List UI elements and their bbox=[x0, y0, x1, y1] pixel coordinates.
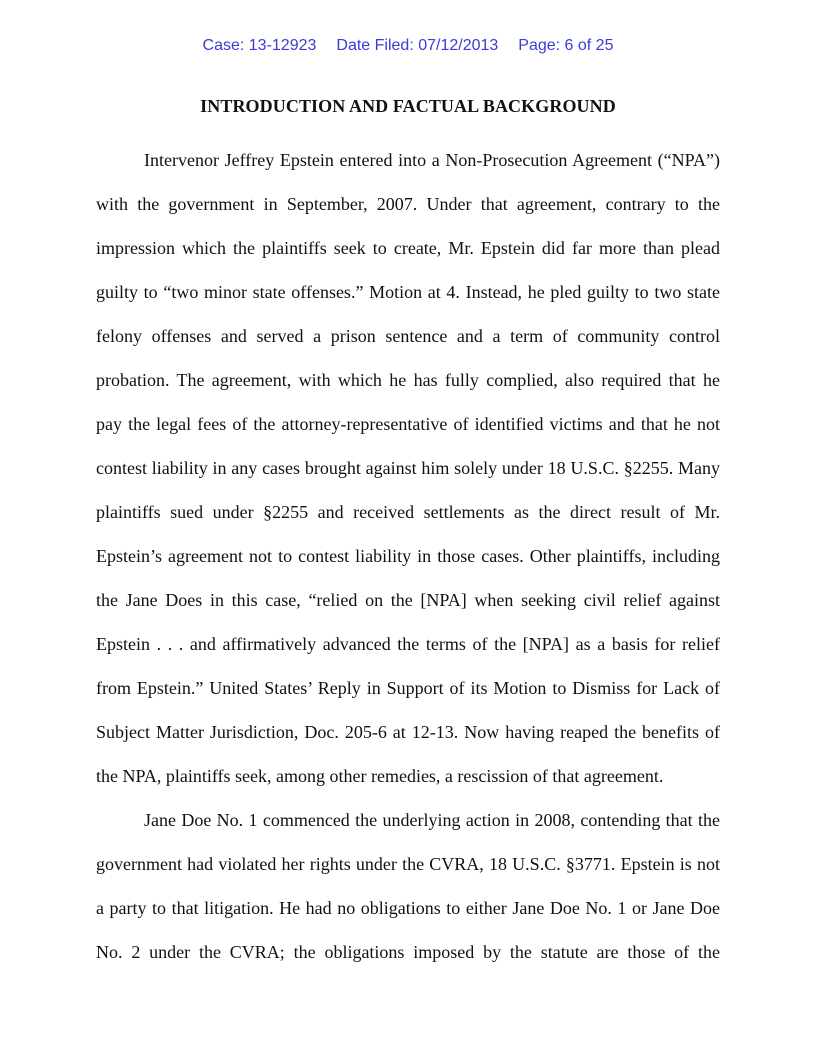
section-title: INTRODUCTION AND FACTUAL BACKGROUND bbox=[200, 96, 616, 116]
text-line: with the government in September, 2007. Under that agreement, contrary to the bbox=[96, 194, 720, 214]
text-line: pay the legal fees of the attorney-representative of identified victims and that he not bbox=[96, 414, 720, 434]
text-line: a party to that litigation. He had no obligations to either Jane Doe No. 1 or Jane Doe bbox=[96, 898, 720, 918]
text-line: the Jane Does in this case, “relied on the [NPA] when seeking civil relief against bbox=[96, 590, 720, 610]
case-header bbox=[0, 37, 816, 55]
text-line: felony offenses and served a prison sentence and a term of community control bbox=[96, 326, 720, 346]
text-line: impression which the plaintiffs seek to create, Mr. Epstein did far more than plead bbox=[96, 238, 720, 258]
text-line: Epstein . . . and affirmatively advanced the terms of the [NPA] as a basis for relief bbox=[96, 634, 720, 654]
text-line: plaintiffs sued under §2255 and received settlements as the direct result of Mr. bbox=[96, 502, 720, 522]
text-line: No. 2 under the CVRA; the obligations imposed by the statute are those of the bbox=[96, 942, 720, 962]
text-line: Intervenor Jeffrey Epstein entered into a Non-Prosecution Agreement (“NPA”) bbox=[144, 150, 720, 170]
document-body bbox=[96, 138, 720, 974]
page-number: Page: 6 of 25 bbox=[518, 37, 614, 54]
text-line: Jane Doe No. 1 commenced the underlying action in 2008, contending that the bbox=[144, 810, 720, 830]
text-line: Epstein’s agreement not to contest liability in those cases. Other plaintiffs, including bbox=[96, 546, 720, 566]
text-line: the NPA, plaintiffs seek, among other remedies, a rescission of that agreement. bbox=[96, 766, 664, 786]
case-number: Case: 13-12923 bbox=[202, 37, 317, 54]
text-line: from Epstein.” United States’ Reply in Support of its Motion to Dismiss for Lack of bbox=[96, 678, 720, 698]
date-filed: Date Filed: 07/12/2013 bbox=[336, 37, 499, 54]
text-line: government had violated her rights under the CVRA, 18 U.S.C. §3771. Epstein is not bbox=[96, 854, 720, 874]
text-line: contest liability in any cases brought against him solely under 18 U.S.C. §2255. Many bbox=[96, 458, 720, 478]
text-line: guilty to “two minor state offenses.” Motion at 4. Instead, he pled guilty to two state bbox=[96, 282, 720, 302]
paragraph-1 bbox=[96, 138, 720, 798]
text-line: probation. The agreement, with which he has fully complied, also required that he bbox=[96, 370, 720, 390]
text-line: Subject Matter Jurisdiction, Doc. 205-6 at 12-13. Now having reaped the benefits of bbox=[96, 722, 720, 742]
paragraph-2 bbox=[96, 798, 720, 974]
